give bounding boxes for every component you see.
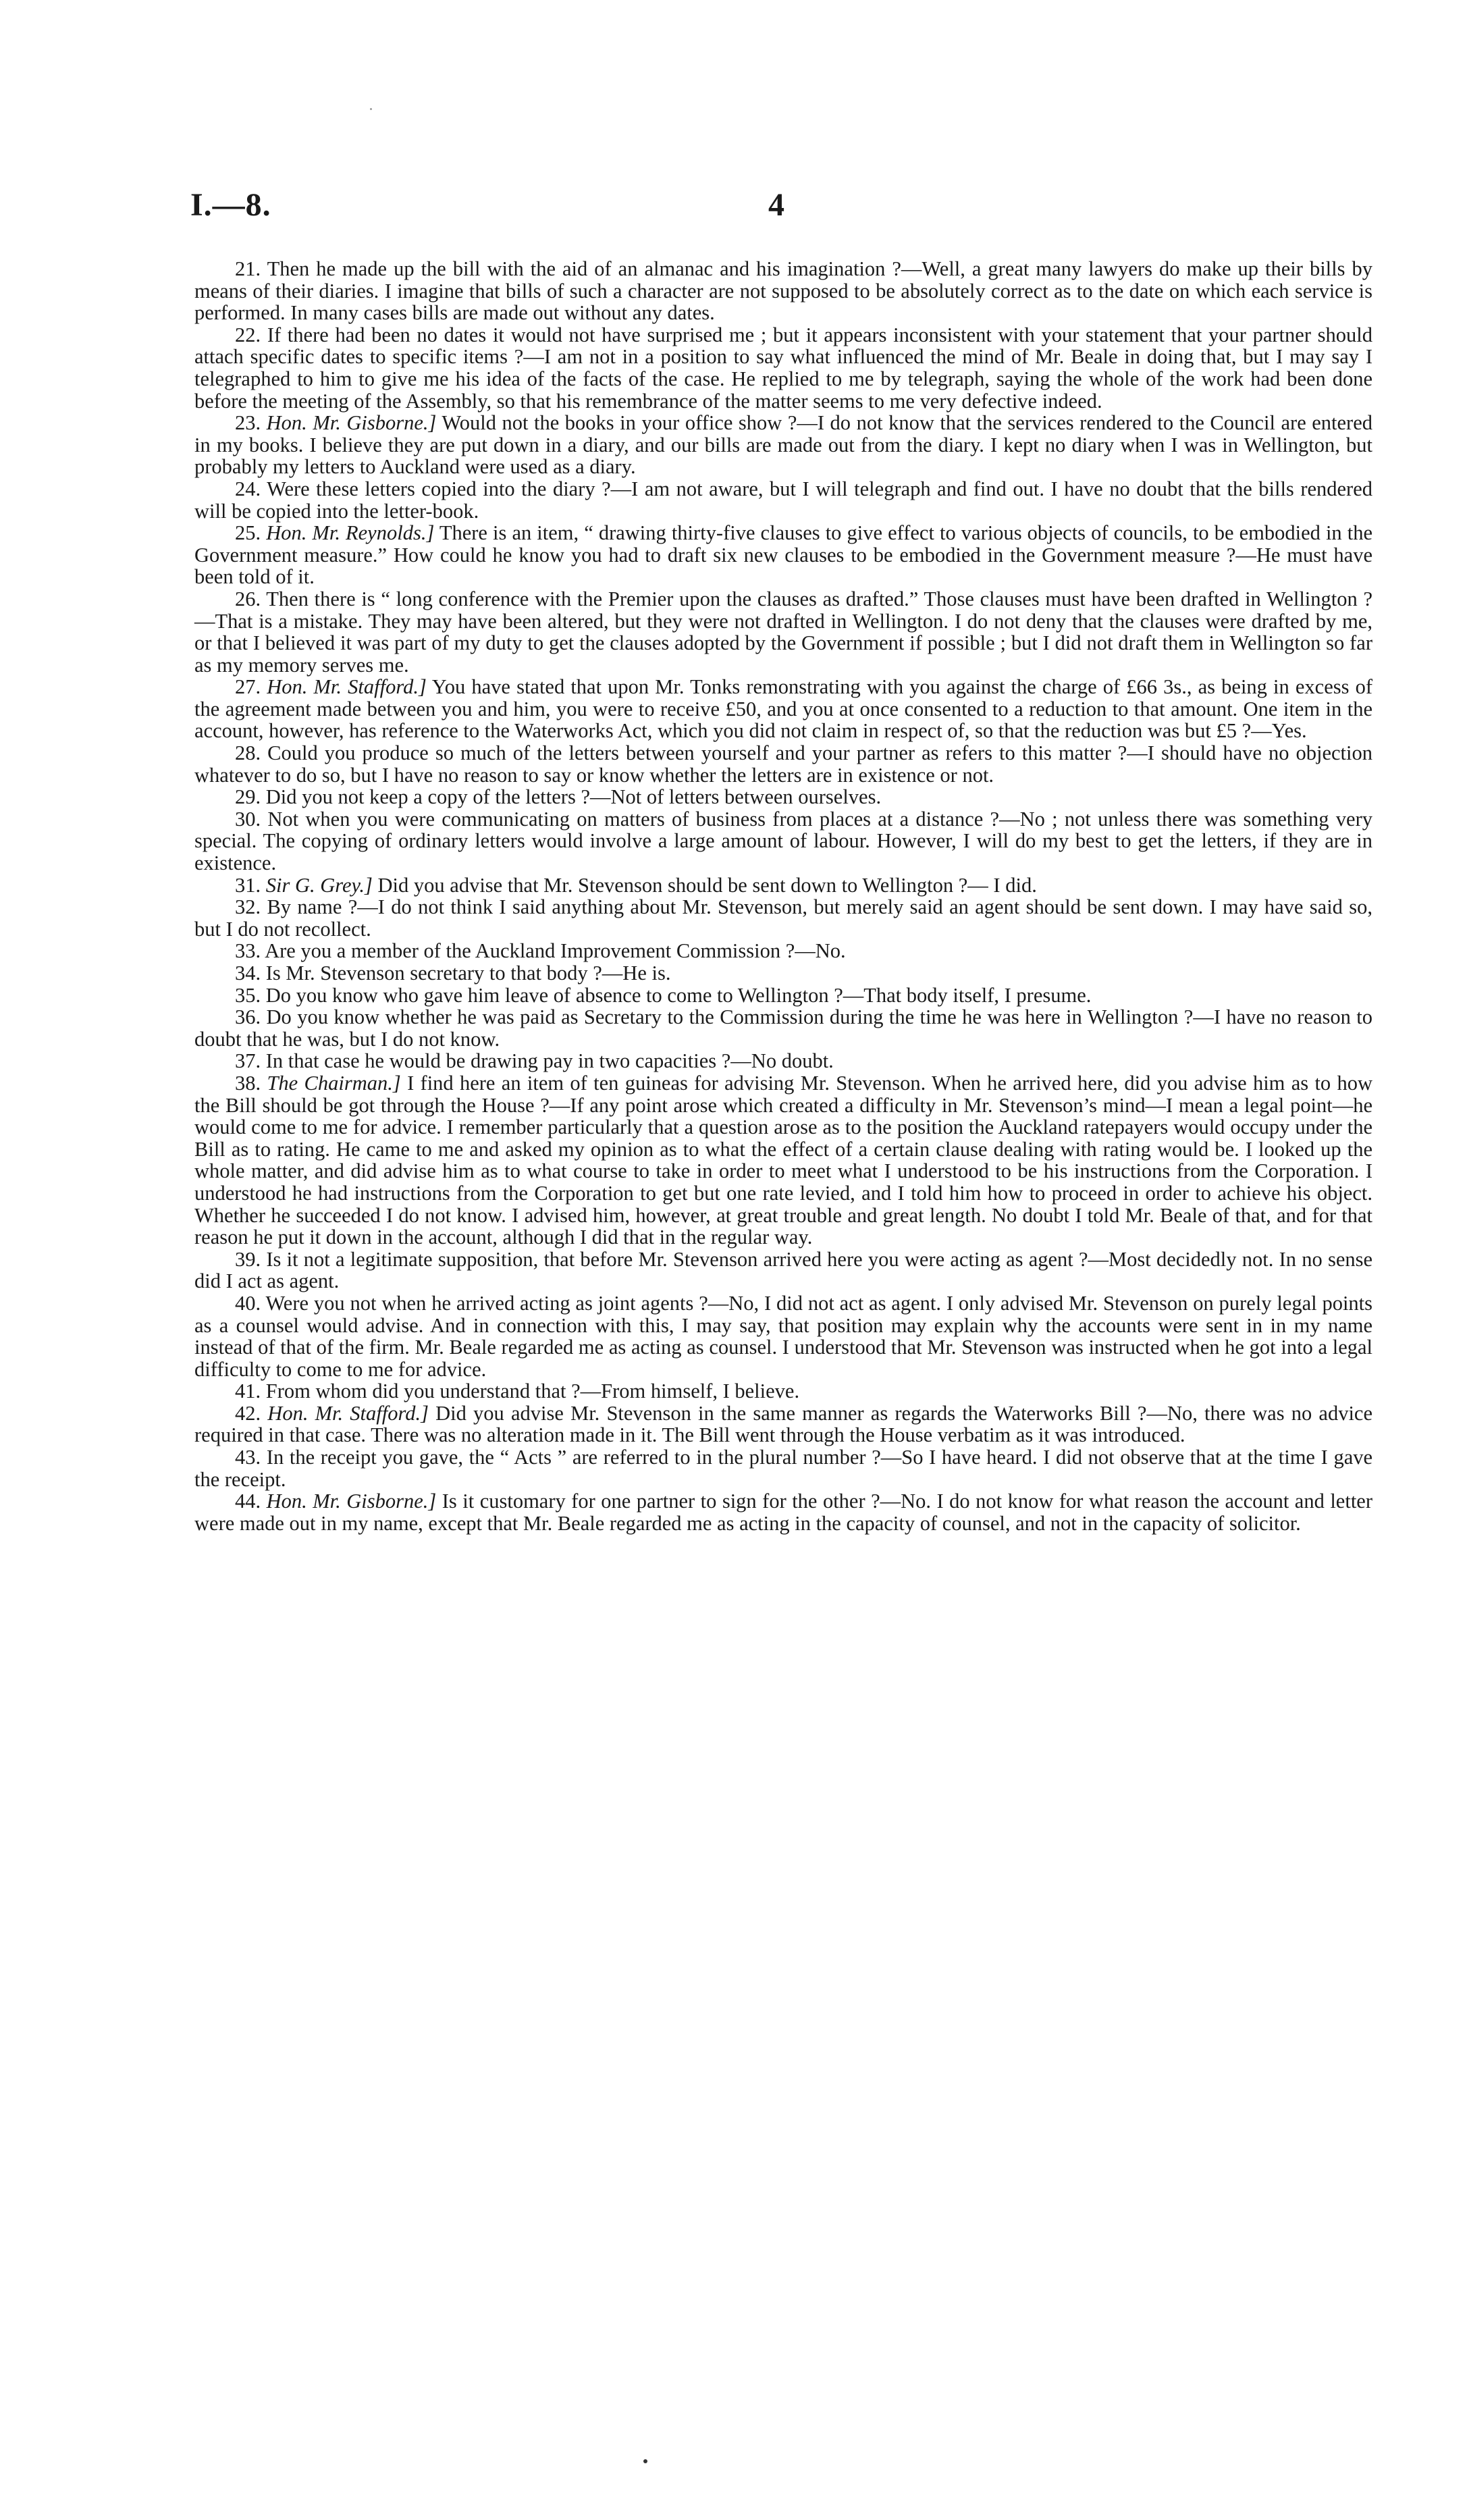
question-answer-text: By name ?—I do not think I said anything about Mr. Stevenson, but merely said an agent should be sent down. I may have said so, but I do not recollect. — [194, 895, 1372, 941]
speaker-name: Sir G. Grey.] — [265, 873, 373, 897]
question-number: 27. — [235, 675, 261, 699]
question-answer-text: Did you advise that Mr. Stevenson should be sent down to Wellington ?— I did. — [377, 873, 1037, 897]
question-number: 37. — [235, 1049, 261, 1073]
question-answer-text: I find here an item of ten guineas for advising Mr. Stevenson. When he arrived here, did you advise him as to how the Bill should be got through the House ?—If any point arose which created a difficulty in Mr. Stevenson’s mind—I mean a legal point—he would come to me for advice. I remember particularly that a question arose as to the position the Auckland ratepayers would occupy under the Bill as to rating. He came to me and asked my opinion as to what the effect of a certain clause dealing with rating would be. I looked up the whole matter, and did advise him as to what course to take in order to meet what I understood to be his instructions from the Corporation. I understood he had instructions from the Corporation to get but one rate levied, and I told him how to proceed in order to achieve his object. Whether he succeeded I do not know. I advised him, however, at great trouble and great length. No doubt I told Mr. Beale of that, and for that reason he put it down in the account, although I did that in the regular way. — [194, 1071, 1373, 1249]
question-answer-text: Then there is “ long conference with the Premier upon the clauses as drafted.” Those clauses must have been drafted in Wellington ?—That is a mistake. They may have been altered, but they were not drafted in Wellington. I do not deny that the clauses were drafted by me, or that I believed it was part of my duty to get the clauses adopted by the Government if possible ; but I did not draft them in Wellington so far as my memory serves me. — [194, 587, 1372, 677]
question-paragraph — [194, 874, 1372, 897]
speaker-name: Hon. Mr. Stafford.] — [267, 1401, 429, 1425]
speaker-name: The Chairman.] — [267, 1071, 401, 1095]
question-paragraph — [194, 1402, 1372, 1446]
question-answer-text: Were you not when he arrived acting as joint agents ?—No, I did not act as agent. I only advised Mr. Stevenson on purely legal points as a counsel would advise. And in connection with this, I may say, that position may explain why the accounts were sent in in my name instead of that of the firm. Mr. Beale regarded me as acting as counsel. I understood that Mr. Stevenson was instructed when he got into a legal difficulty to come to me for advice. — [194, 1291, 1373, 1381]
speaker-name: Hon. Mr. Reynolds.] — [266, 521, 435, 545]
question-paragraph — [194, 1380, 1372, 1402]
question-paragraph — [194, 962, 1372, 985]
question-answer-text: If there had been no dates it would not have surprised me ; but it appears inconsistent with your statement that your partner should attach specific dates to specific items ?—I am not in a position to say what influenced the mind of Mr. Beale in doing that, but I may say I telegraphed to him to give me his idea of the facts of the case. He replied to me by telegraph, saying the whole of the work had been done before the meeting of the Assembly, so that his remembrance of the matter seems to me very defective indeed. — [194, 323, 1373, 413]
question-answer-text: Is it customary for one partner to sign for the other ?—No. I do not know for what reason the account and letter were made out in my name, except that Mr. Beale regarded me as acting in the capacity of counsel, and not in the capacity of solicitor. — [194, 1490, 1372, 1535]
question-number: 28. — [235, 741, 261, 765]
question-answer-text: In that case he would be drawing pay in two capacities ?—No doubt. — [265, 1049, 834, 1073]
question-answer-text: Is it not a legitimate supposition, that before Mr. Stevenson arrived here you were acting as agent ?—Most decidedly not. In no sense did I act as agent. — [194, 1247, 1373, 1293]
question-paragraph — [194, 1050, 1372, 1072]
question-number: 39. — [235, 1247, 261, 1271]
question-paragraph — [194, 786, 1372, 808]
question-answer-text: Did you not keep a copy of the letters ?—Not of letters between ourselves. — [265, 785, 882, 809]
question-answer-text: You have stated that upon Mr. Tonks remonstrating with you against the charge of £66 3s., as being in excess of the agreement made between you and him, you were to receive £50, and you at once consented to a reduction to that amount. One item in the account, however, has reference to the Waterworks Act, which you did not claim in respect of, so that the reduction was but £5 ?—Yes. — [194, 675, 1373, 743]
question-paragraph — [194, 940, 1372, 962]
question-paragraph — [194, 1490, 1372, 1534]
question-number: 35. — [235, 983, 261, 1007]
question-number: 24. — [235, 477, 261, 500]
speaker-name: Hon. Mr. Stafford.] — [267, 675, 427, 699]
scan-dot — [643, 2459, 647, 2463]
question-paragraph — [194, 1292, 1372, 1380]
question-paragraph — [194, 676, 1372, 742]
question-answer-text: Do you know whether he was paid as Secretary to the Commission during the time he was here in Wellington ?—I have no reason to doubt that he was, but I do not know. — [194, 1005, 1372, 1051]
speaker-name: Hon. Mr. Gisborne.] — [266, 411, 437, 435]
question-number: 23. — [235, 411, 261, 435]
question-number: 29. — [235, 785, 261, 809]
question-paragraph — [194, 808, 1372, 874]
question-number: 36. — [235, 1005, 261, 1029]
question-answer-text: There is an item, “ drawing thirty-five clauses to give effect to various objects of councils, to be embodied in the Government measure.” How could he know you had to draft six new clauses to be embodied in the Government measure ?—He must have been told of it. — [194, 521, 1373, 589]
question-answer-text: In the receipt you gave, the “ Acts ” are referred to in the plural number ?—So I have heard. I did not observe that at the time I gave the receipt. — [194, 1446, 1373, 1491]
question-answer-text: From whom did you understand that ?—From himself, I believe. — [265, 1380, 800, 1403]
question-number: 30. — [235, 807, 261, 831]
question-number: 33. — [235, 939, 261, 963]
question-number: 34. — [235, 962, 261, 985]
question-paragraph — [194, 742, 1372, 786]
question-paragraph — [194, 522, 1372, 588]
question-number: 40. — [235, 1291, 261, 1315]
question-number: 31. — [235, 873, 261, 897]
question-answer-text: Were these letters copied into the diary ?—I am not aware, but I will telegraph and find out. I have no doubt that the bills rendered will be copied into the letter-book. — [194, 477, 1372, 523]
question-number: 22. — [235, 323, 261, 346]
question-answer-text: Do you know who gave him leave of absence to come to Wellington ?—That body itself, I presume. — [265, 983, 1092, 1007]
question-number: 42. — [235, 1401, 261, 1425]
question-number: 38. — [235, 1071, 261, 1095]
question-paragraph — [194, 1072, 1372, 1249]
question-answer-text: Is Mr. Stevenson secretary to that body ?—He is. — [265, 962, 671, 985]
question-number: 32. — [235, 895, 261, 919]
question-answer-text: Could you produce so much of the letters between yourself and your partner as refers to this matter ?—I should have no objection whatever to do so, but I have no reason to say or know whether the letters are in existence or not. — [194, 741, 1373, 787]
question-answer-text: Then he made up the bill with the aid of an almanac and his imagination ?—Well, a great many lawyers do make up their bills by means of their diaries. I imagine that bills of such a character are not supposed to be absolutely correct as to the date on which each service is performed. In many cases bills are made out without any dates. — [194, 257, 1372, 325]
question-paragraph — [194, 258, 1372, 324]
document-id: I.—8. — [190, 187, 271, 223]
question-answer-text: Are you a member of the Auckland Improvement Commission ?—No. — [265, 939, 846, 963]
question-number: 41. — [235, 1380, 261, 1403]
scan-speck — [370, 108, 372, 110]
question-answer-text: Not when you were communicating on matters of business from places at a distance ?—No ; not unless there was something very special. The copying of ordinary letters would involve a large amount of labour. However, I will do my best to get the letters, if they are in existence. — [194, 807, 1373, 875]
question-paragraph — [194, 1006, 1372, 1050]
question-number: 21. — [235, 257, 261, 280]
speaker-name: Hon. Mr. Gisborne.] — [266, 1490, 437, 1513]
question-paragraph — [194, 412, 1372, 478]
question-answer-text: Did you advise Mr. Stevenson in the same manner as regards the Waterworks Bill ?—No, there was no advice required in that case. There was no alteration made in it. The Bill went through the House verbatim as it was introduced. — [194, 1401, 1373, 1447]
evidence-transcript — [194, 258, 1372, 1534]
question-paragraph — [194, 478, 1372, 522]
question-answer-text: Would not the books in your office show ?—I do not know that the services rendered to the Council are entered in my books. I believe they are put down in a diary, and our bills are made out from the diary. I kept no diary when I was in Wellington, but probably my letters to Auckland were used as a diary. — [194, 411, 1373, 479]
question-paragraph — [194, 896, 1372, 940]
question-number: 26. — [235, 587, 261, 610]
question-number: 25. — [235, 521, 261, 545]
question-paragraph — [194, 1446, 1372, 1490]
question-number: 44. — [235, 1490, 261, 1513]
question-number: 43. — [235, 1446, 261, 1469]
page-header — [190, 186, 1446, 234]
question-paragraph — [194, 985, 1372, 1007]
question-paragraph — [194, 1249, 1372, 1292]
question-paragraph — [194, 324, 1372, 412]
page-number: 4 — [768, 187, 784, 223]
question-paragraph — [194, 588, 1372, 676]
